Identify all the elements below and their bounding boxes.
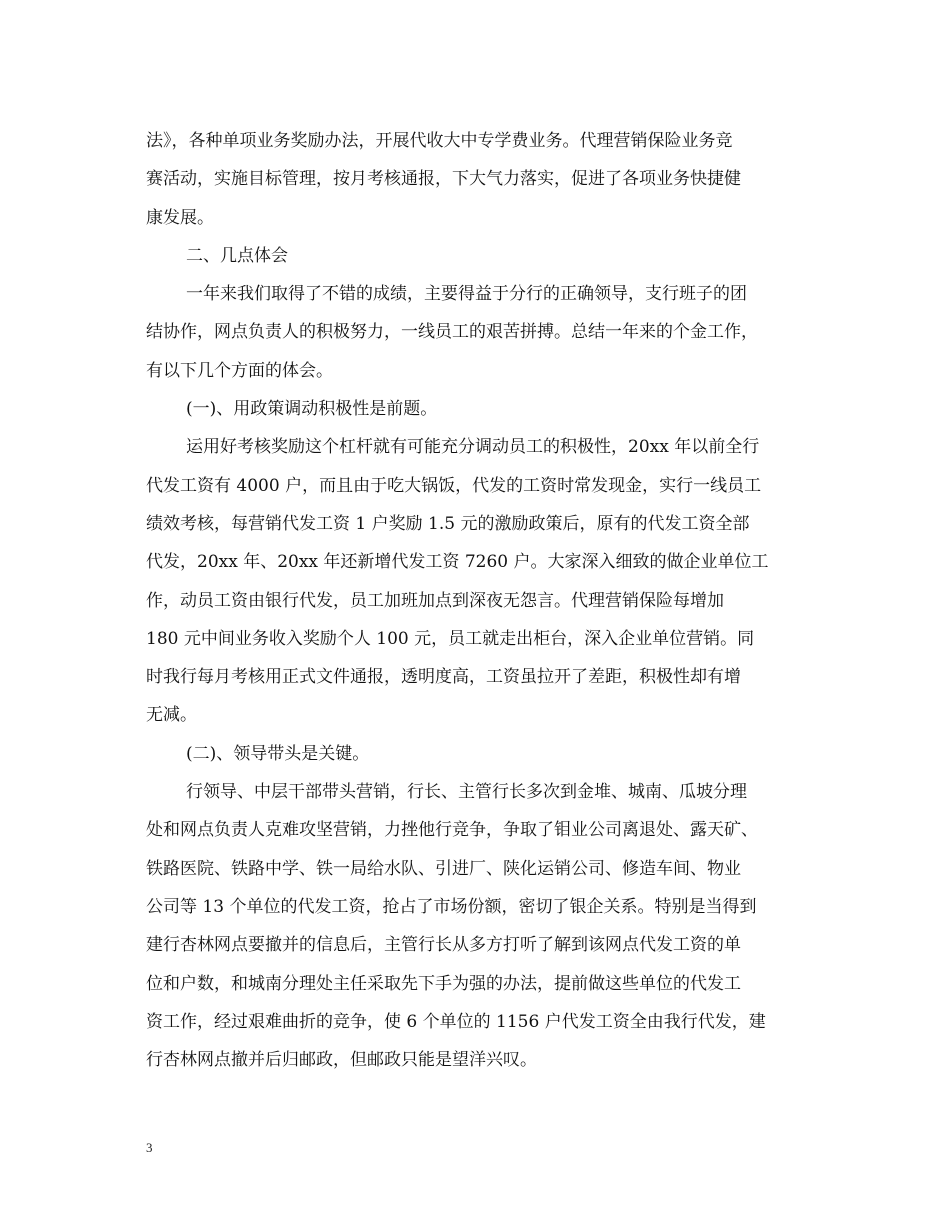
text-line: 位和户数，和城南分理处主任采取先下手为强的办法，提前做这些单位的代发工 [146,973,741,994]
text-line: 资工作，经过艰难曲折的竞争，使 6 个单位的 1156 户代发工资全由我行代发，建 [146,1011,766,1032]
document-body [146,122,802,1079]
section-heading [146,237,802,275]
paragraph [146,275,802,390]
text-line: 时我行每月考核用正式文件通报，透明度高，工资虽拉开了差距，积极性却有增 [146,667,741,688]
text-line: 行杏林网点撤并后归邮政，但邮政只能是望洋兴叹。 [146,1050,537,1071]
text-line: 赛活动，实施目标管理，按月考核通报，下大气力落实，促进了各项业务快捷健 [146,169,741,190]
subsection-heading [146,390,802,428]
text-line: 行领导、中层干部带头营销，行长、主管行长多次到金堆、城南、瓜坡分理 [186,782,747,803]
text-line: 绩效考核，每营销代发工资 1 户奖励 1.5 元的激励政策后，原有的代发工资全部 [146,513,750,534]
text-line: 铁路医院、铁路中学、铁一局给水队、引进厂、陕化运销公司、修造车间、物业 [146,858,741,879]
text-line: 代发，20xx 年、20xx 年还新增代发工资 7260 户。大家深入细致的做企业单位工 [146,552,769,573]
text-line: 作，动员工资由银行代发，员工加班加点到深夜无怨言。代理营销保险每增加 [146,590,724,611]
text-line: 法》，各种单项业务奖励办法，开展代收大中专学费业务。代理营销保险业务竞 [146,131,733,151]
text-line: 结协作，网点负责人的积极努力，一线员工的艰苦拼搏。总结一年来的个金工作， [146,322,758,343]
text-line: 二、几点体会 [186,245,288,266]
text-line: 有以下几个方面的体会。 [146,360,333,381]
text-line: 康发展。 [146,207,214,228]
text-line: 180 元中间业务收入奖励个人 100 元，员工就走出柜台，深入企业单位营销。同 [146,628,755,649]
page-number: 3 [146,1140,153,1155]
paragraph [146,122,802,237]
text-line: 一年来我们取得了不错的成绩，主要得益于分行的正确领导，支行班子的团 [186,284,747,305]
text-line: 运用好考核奖励这个杠杆就有可能充分调动员工的积极性，20xx 年以前全行 [186,437,760,458]
text-line: 公司等 13 个单位的代发工资，抢占了市场份额，密切了银企关系。特别是当得到 [146,896,757,917]
paragraph [146,773,802,1079]
paragraph [146,428,802,734]
subsection-heading [146,735,802,773]
text-line: 建行杏林网点要撤并的信息后，主管行长从多方打听了解到该网点代发工资的单 [146,935,741,956]
text-line: 无减。 [146,705,197,726]
text-line: 代发工资有 4000 户，而且由于吃大锅饭，代发的工资时常发现金，实行一线员工 [146,475,762,496]
text-line: 处和网点负责人克难攻坚营销，力挫他行竞争，争取了钼业公司离退处、露天矿、 [146,820,758,841]
text-line: (一)、用政策调动积极性是前题。 [186,399,438,420]
text-line: (二)、领导带头是关键。 [186,743,370,764]
